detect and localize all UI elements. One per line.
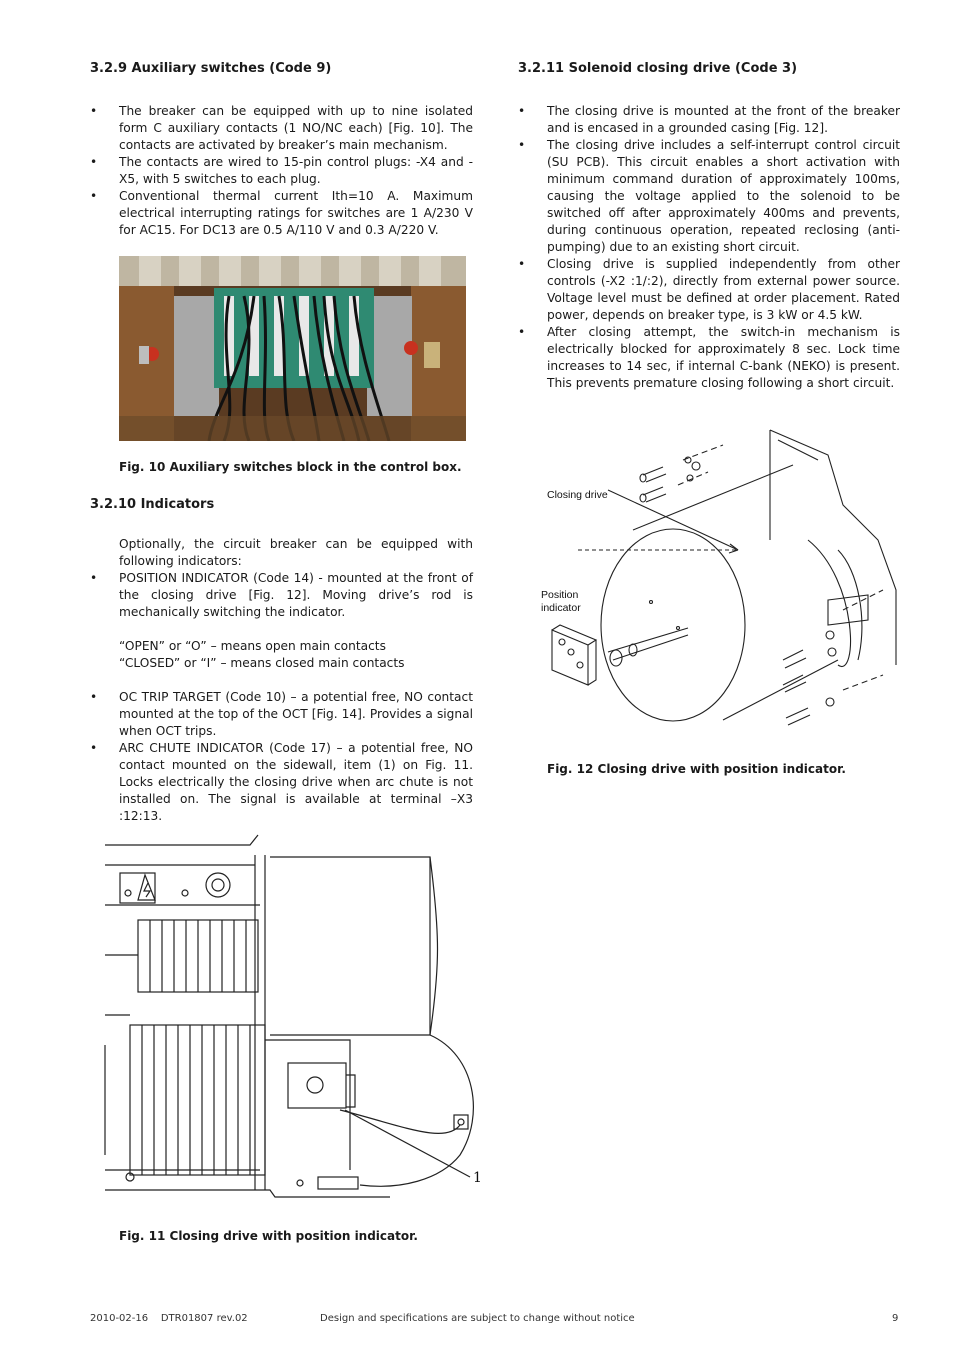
- fig12-caption: Fig. 12 Closing drive with position indicator.: [547, 762, 846, 776]
- list-item: • The contacts are wired to 15-pin control plugs: -X4 and -X5, with 5 switches to each plug.: [90, 154, 473, 188]
- list-item: • After closing attempt, the switch-in mechanism is electrically blocked for approximately 8 sec. Lock time increases to 14 sec, if internal C-bank (NEKO) is present. This prevents premature closing following a short circuit.: [518, 324, 900, 392]
- list-item: • Conventional thermal current Ith=10 A. Maximum electrical interrupting ratings for switches are 1 A/230 V for AC15. For DC13 are 0.5 A/110 V and 0.3 A/220 V.: [90, 188, 473, 239]
- footer-date-doc: 2010-02-16 DTR01807 rev.02: [90, 1313, 248, 1324]
- position-indicator-label-line2: indicator: [541, 602, 581, 614]
- list-item: • The closing drive includes a self-interrupt control circuit (SU PCB). This circuit enables a short activation with minimum command duration of approximately 100ms, causing the voltage applied to the solenoid to be switched off after approximately 400ms and prevents, during continuous operation, repeated reclosing (anti-pumping) due to an existing short circuit.: [518, 137, 900, 256]
- indicators-intro: Optionally, the circuit breaker can be equipped with following indicators:: [119, 537, 473, 568]
- list-item: • POSITION INDICATOR (Code 14) - mounted at the front of the closing drive [Fig. 12]. Moving drive’s rod is mechanically switching the indicator.: [90, 570, 473, 621]
- solenoid-list: [518, 103, 900, 392]
- heading-indicators: 3.2.10 Indicators: [90, 497, 215, 512]
- heading-solenoid-closing-drive: 3.2.11 Solenoid closing drive (Code 3): [518, 61, 798, 76]
- open-meaning: “OPEN” or “O” – means open main contacts: [119, 639, 386, 653]
- auxiliary-switches-list: [90, 103, 473, 239]
- heading-auxiliary-switches: 3.2.9 Auxiliary switches (Code 9): [90, 61, 332, 76]
- list-item: • The breaker can be equipped with up to nine isolated form C auxiliary contacts (1 NO/NC each) [Fig. 10]. The contacts are activated by breaker’s main mechanism.: [90, 103, 473, 154]
- page-number: 9: [892, 1313, 899, 1324]
- fig11-item-number: 1: [473, 1170, 482, 1186]
- footer-notice: Design and specifications are subject to change without notice: [320, 1313, 635, 1324]
- list-item: • OC TRIP TARGET (Code 10) – a potential free, NO contact mounted at the top of the OCT [Fig. 14]. Provides a signal when OCT trips.: [90, 689, 473, 740]
- position-indicator-label-line1: Position: [541, 589, 579, 601]
- closing-drive-drawing: [100, 825, 490, 1205]
- fig10-caption: Fig. 10 Auxiliary switches block in the control box.: [119, 460, 462, 474]
- indicators-section: [90, 536, 473, 825]
- fig11-caption: Fig. 11 Closing drive with position indicator.: [119, 1229, 418, 1243]
- list-item: • The closing drive is mounted at the front of the breaker and is encased in a grounded casing [Fig. 12].: [518, 103, 900, 137]
- auxiliary-switches-photo-graphic: [119, 256, 466, 441]
- closing-drive-isometric-drawing: [538, 420, 900, 745]
- list-item: • Closing drive is supplied independently from other controls (-X2 :1/:2), directly from external power source. Voltage level must be defined at order placement. Rated power, depends on breaker type, is 3 kW or 4.5 kW.: [518, 256, 900, 324]
- closing-drive-label: Closing drive: [547, 489, 608, 501]
- list-item: • ARC CHUTE INDICATOR (Code 17) – a potential free, NO contact mounted on the sidewall, item (1) on Fig. 11. Locks electrically the closing drive when arc chute is not installed on. The signal is available at terminal –X3 :12:13.: [90, 740, 473, 825]
- auxiliary-switches-photo: [119, 256, 466, 441]
- closed-meaning: “CLOSED” or “I” – means closed main contacts: [119, 656, 405, 670]
